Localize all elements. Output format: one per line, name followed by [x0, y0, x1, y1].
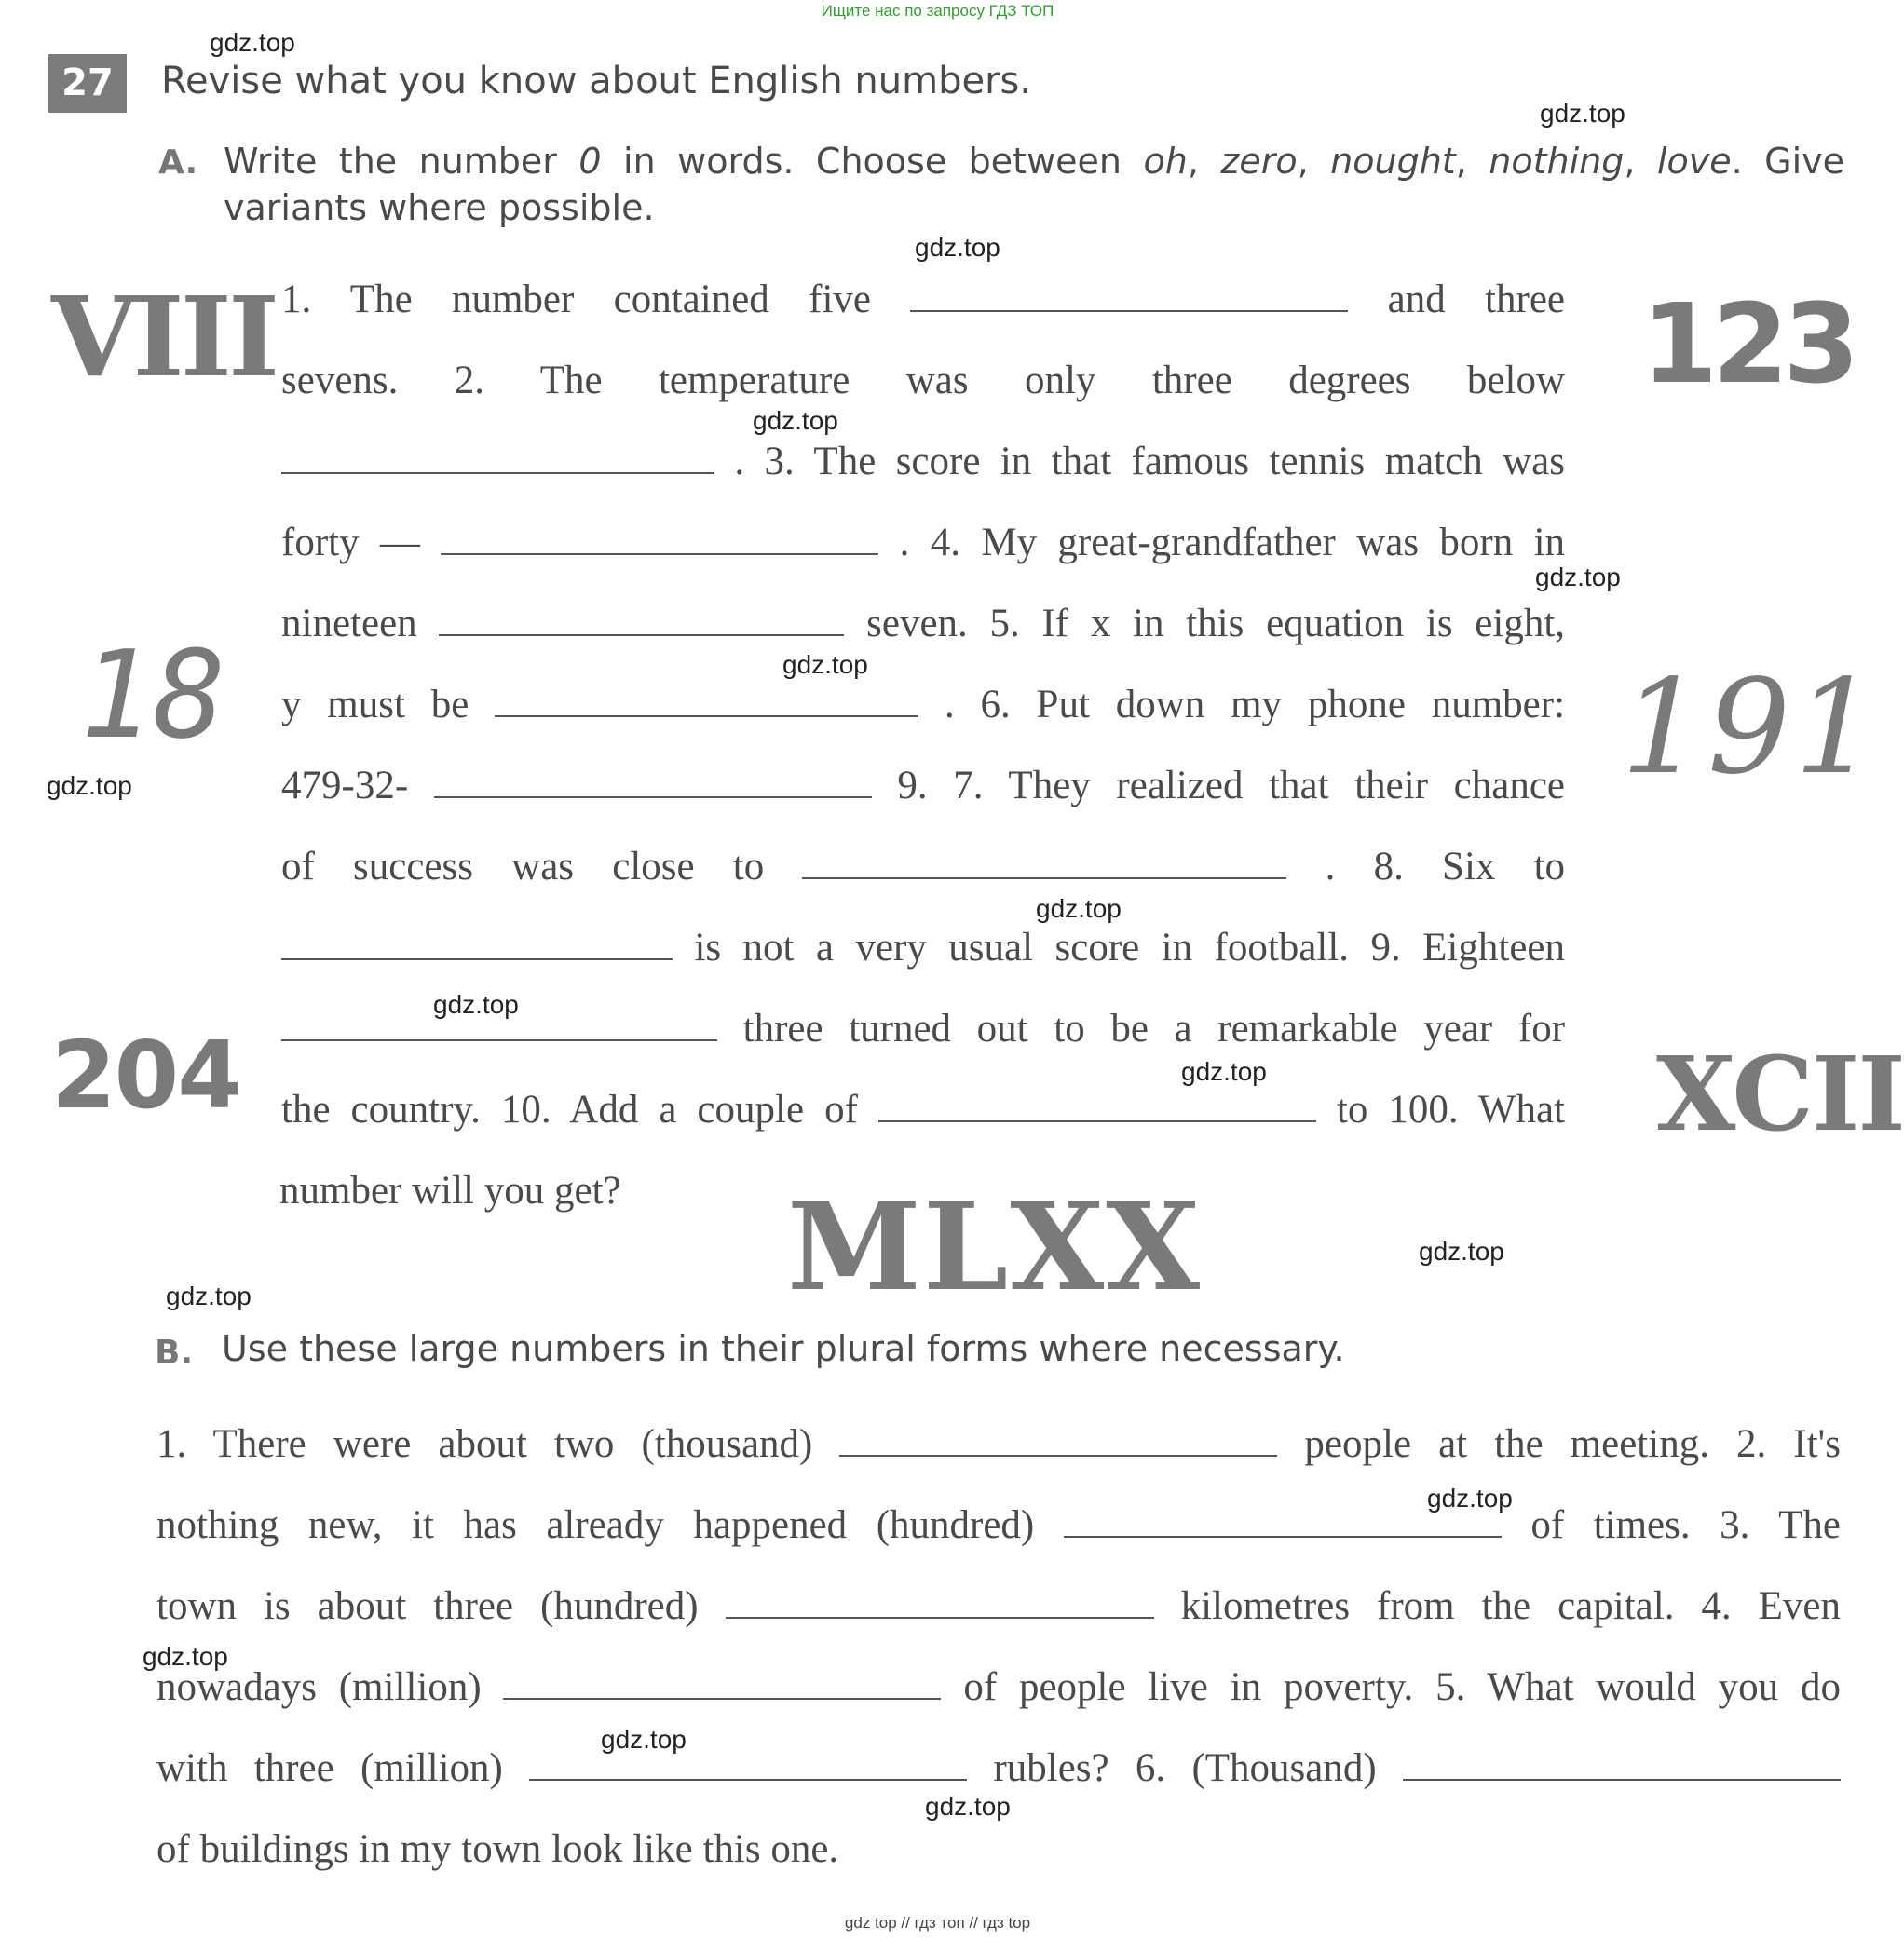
b-line-2: [156, 1499, 1841, 1553]
instr-lead: Write the number: [224, 141, 579, 182]
watermark: gdz.top: [1535, 563, 1621, 591]
roman-xcii-decoration: XCII: [1656, 1034, 1904, 1154]
b-line-5-text-a: with three (million): [156, 1746, 503, 1790]
a-line-7-text-a: 479-32-: [281, 764, 409, 807]
a-line-6: [281, 678, 1565, 732]
b-line-5-text-b: rubles? 6. (Thousand): [993, 1746, 1377, 1790]
a-line-6-text-a: y must be: [281, 683, 469, 726]
watermark: gdz.top: [143, 1642, 228, 1671]
answer-blank-5[interactable]: [495, 687, 918, 717]
a-line-12: [279, 1164, 621, 1218]
watermark: gdz.top: [433, 990, 519, 1019]
footer-links[interactable]: gdz top // гдз топ // гдз top: [844, 1914, 1031, 1932]
answer-blank-b4[interactable]: [503, 1670, 941, 1700]
b-line-3: [156, 1580, 1841, 1634]
section-a-instruction-line1: [224, 138, 1844, 184]
answer-blank-b1[interactable]: [839, 1427, 1277, 1457]
a-line-1-text-a: 1. The number contained five: [281, 278, 871, 321]
a-line-4-text-a: forty —: [281, 521, 420, 564]
a-line-2: [281, 354, 1565, 408]
a-line-7-text-b: 9. 7. They realized that their chance: [897, 764, 1566, 807]
a-line-1: [281, 273, 1565, 327]
answer-blank-b6[interactable]: [1403, 1751, 1841, 1781]
answer-blank-6[interactable]: [434, 768, 872, 798]
b-line-1-text-a: 1. There were about two (thousand): [156, 1422, 813, 1466]
answer-blank-8[interactable]: [281, 930, 673, 960]
answer-blank-3[interactable]: [441, 525, 878, 555]
watermark: gdz.top: [925, 1792, 1011, 1821]
watermark: gdz.top: [601, 1725, 687, 1754]
b-line-2-text-a: nothing new, it has already happened (hundred): [156, 1503, 1035, 1547]
exercise-number-badge: 27: [48, 54, 127, 113]
instr-zero: 0: [578, 141, 602, 182]
watermark: gdz.top: [1036, 894, 1122, 923]
option-zero: zero: [1220, 141, 1298, 182]
top-banner[interactable]: Ищите нас по запросу ГДЗ ТОП: [821, 2, 1054, 20]
a-line-5-text-a: nineteen: [281, 602, 417, 645]
a-line-6-text-b: . 6. Put down my phone number:: [944, 683, 1566, 726]
answer-blank-b3[interactable]: [726, 1589, 1154, 1619]
watermark: gdz.top: [1419, 1237, 1504, 1266]
answer-blank-4[interactable]: [439, 606, 844, 636]
b-line-6: [156, 1823, 838, 1877]
b-line-4-text-b: of people live in poverty. 5. What would you do: [963, 1665, 1841, 1709]
b-line-1: [156, 1418, 1841, 1472]
section-b-letter: B.: [155, 1334, 194, 1372]
sep: ,: [1187, 141, 1221, 182]
a-line-10-text-b: three turned out to be a remarkable year for: [742, 1007, 1566, 1051]
a-line-7: [281, 759, 1565, 813]
sep: ,: [1624, 141, 1657, 182]
watermark: gdz.top: [210, 28, 295, 57]
watermark: gdz.top: [782, 650, 868, 679]
section-a-letter: A.: [158, 143, 198, 182]
b-line-4-text-a: nowadays (million): [156, 1665, 482, 1709]
a-line-2-text-a: sevens. 2. The temperature was only three degrees below: [281, 359, 1565, 402]
a-line-3-text-b: . 3. The score in that famous tennis match was: [734, 440, 1565, 483]
answer-blank-2[interactable]: [281, 444, 714, 474]
a-line-4-text-b: . 4. My great-grandfather was born in: [899, 521, 1566, 564]
a-line-5: [281, 597, 1565, 651]
a-line-8: [281, 840, 1565, 894]
option-nought: nought: [1330, 141, 1456, 182]
b-line-3-text-b: kilometres from the capital. 4. Even: [1180, 1584, 1842, 1628]
section-b-instruction: Use these large numbers in their plural forms where necessary.: [222, 1328, 1345, 1369]
watermark: gdz.top: [915, 233, 1000, 262]
watermark: gdz.top: [166, 1282, 252, 1310]
watermark: gdz.top: [1540, 99, 1625, 128]
a-line-12-text-a: number will you get?: [279, 1169, 621, 1213]
watermark: gdz.top: [1427, 1484, 1513, 1513]
instr-mid: in words. Choose between: [601, 141, 1144, 182]
answer-blank-1[interactable]: [910, 282, 1348, 312]
roman-viii-decoration: VIII: [51, 272, 277, 401]
option-oh: oh: [1143, 141, 1188, 182]
a-line-3: [281, 435, 1565, 489]
a-line-8-text-b: . 8. Six to: [1325, 845, 1566, 889]
option-love: love: [1656, 141, 1732, 182]
sep: ,: [1297, 141, 1331, 182]
roman-mlxx-decoration: MLXX: [787, 1175, 1203, 1318]
b-line-3-text-a: town is about three (hundred): [156, 1584, 699, 1628]
instr-end: . Give: [1731, 141, 1845, 182]
number-123-decoration: 123: [1641, 279, 1855, 408]
a-line-9-text-b: is not a very usual score in football. 9. Eighteen: [694, 926, 1565, 970]
b-line-2-text-b: of times. 3. The: [1530, 1503, 1842, 1547]
a-line-1-text-b: and three: [1387, 278, 1565, 321]
watermark: gdz.top: [1181, 1057, 1267, 1086]
a-line-8-text-a: of success was close to: [281, 845, 765, 889]
exercise-title: Revise what you know about English numbers.: [161, 60, 1032, 102]
watermark: gdz.top: [47, 771, 132, 800]
b-line-5: [156, 1742, 1841, 1796]
b-line-1-text-b: people at the meeting. 2. It's: [1304, 1422, 1841, 1466]
a-line-4: [281, 516, 1565, 570]
option-nothing: nothing: [1489, 141, 1625, 182]
b-line-4: [156, 1661, 1841, 1715]
number-18-decoration: 18: [80, 624, 226, 766]
watermark: gdz.top: [753, 406, 838, 435]
answer-blank-7[interactable]: [802, 849, 1286, 879]
sep: ,: [1455, 141, 1489, 182]
number-204-decoration: 204: [51, 1021, 240, 1130]
a-line-11-text-a: the country. 10. Add a couple of: [281, 1088, 858, 1132]
section-a-instruction-line2: variants where possible.: [224, 187, 655, 228]
a-line-11: [281, 1083, 1565, 1137]
section-a-instruction: [224, 138, 1844, 231]
answer-blank-10[interactable]: [878, 1092, 1316, 1122]
b-line-6-text-a: of buildings in my town look like this one.: [156, 1827, 839, 1871]
number-191-decoration: 191: [1621, 652, 1882, 804]
a-line-11-text-b: to 100. What: [1336, 1088, 1565, 1132]
a-line-9: [281, 921, 1565, 975]
answer-blank-b5[interactable]: [529, 1751, 967, 1781]
a-line-5-text-b: seven. 5. If x in this equation is eight,: [866, 602, 1566, 645]
